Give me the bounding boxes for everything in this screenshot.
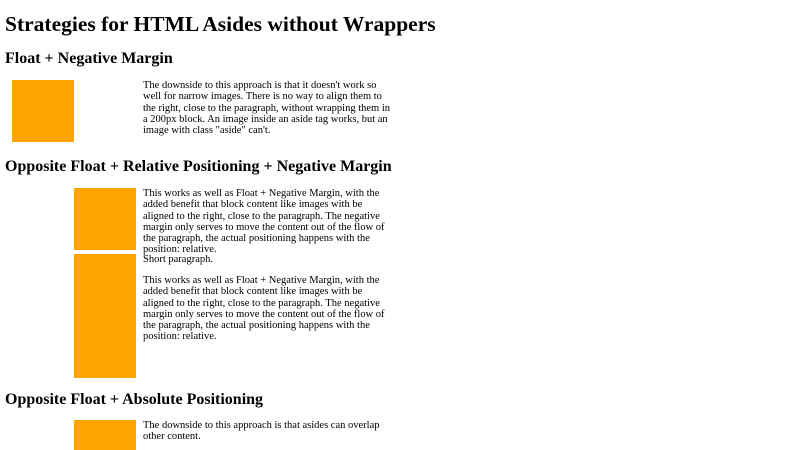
section-paragraph: This works as well as Float + Negative Margin, with the added benefit that block content like images with be aligned to the right, close to the paragraph. The negative margin only serves to move the content out of the flow of the paragraph, the actual positioning happens with the position: relative. <box>143 275 385 343</box>
page-title: Strategies for HTML Asides without Wrappers <box>5 12 436 36</box>
section-paragraph: The downside to this approach is that asides can overlap other content. <box>143 420 380 443</box>
section-paragraph: The downside to this approach is that it doesn't work so well for narrow images. There is no way to align them to the right, close to the paragraph, without wrapping them in a 200px block. An image inside an aside tag works, but an image with class "aside" can't. <box>143 80 390 137</box>
section-paragraph: This works as well as Float + Negative Margin, with the added benefit that block content like images with be aligned to the right, close to the paragraph. The negative margin only serves to move the content out of the flow of the paragraph, the actual positioning happens with the position: relative. <box>143 188 385 256</box>
aside-box <box>74 316 136 378</box>
section-heading-float-negative-margin: Float + Negative Margin <box>5 50 173 67</box>
section-paragraph-short: Short paragraph. <box>143 254 213 265</box>
section-heading-opposite-float-relative: Opposite Float + Relative Positioning + Negative Margin <box>5 158 392 175</box>
aside-box <box>74 188 136 250</box>
section-heading-opposite-float-absolute: Opposite Float + Absolute Positioning <box>5 391 264 408</box>
aside-box <box>12 80 74 142</box>
aside-box <box>74 420 136 450</box>
aside-box <box>74 254 136 316</box>
